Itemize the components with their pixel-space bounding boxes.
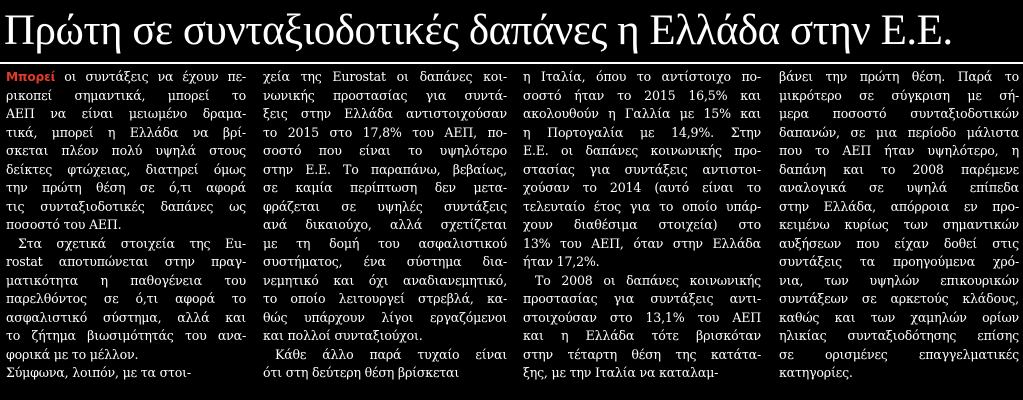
article-line: χούσαν το 2014 (αυτό είναι το bbox=[523, 180, 761, 195]
article-line: θώς υπάρχουν λίγοι εργαζόμενοι bbox=[263, 309, 507, 325]
article-line: κειμένω κυρίως των σημαντικών bbox=[779, 217, 1019, 232]
article-line: σκεται πλέον πολύ υψηλά στους bbox=[6, 143, 246, 158]
article-line: Κάθε άλλο παρά τυχαίο είναι bbox=[275, 346, 507, 362]
article-line: σοστό ήταν το 2015 16,5% και bbox=[523, 87, 761, 103]
article-line: φορικά με το μέλλον. bbox=[6, 346, 139, 362]
article-line: χεία της Eurostat οι δαπάνες κοι- bbox=[263, 69, 507, 84]
article-line: Ε.Ε. οι δαπάνες κοινωνικής προ- bbox=[523, 143, 761, 158]
article-line: 13% του ΑΕΠ, όταν στην Ελλάδα bbox=[523, 235, 761, 251]
article-line: νια, των υψηλών επικουρικών bbox=[779, 272, 1019, 288]
article-line: στην τέταρτη θέση της κατάτα- bbox=[523, 346, 761, 362]
article-line: στην Ελλάδα, απόρροια εν προ- bbox=[779, 198, 1019, 214]
article-line: σε καμία περίπτωση δεν μετα- bbox=[263, 180, 507, 195]
article-line-text: οι συντάξεις να έχουν πε- bbox=[64, 69, 246, 84]
article-line: ήταν 17,2%. bbox=[523, 254, 600, 269]
article-line: τελευταίο έτος για το οποίο υπάρ- bbox=[523, 198, 761, 214]
article-line: σοστό που είναι το υψηλότερο bbox=[263, 143, 507, 158]
article-line: βάνει την πρώτη θέση. Παρά το bbox=[779, 69, 1019, 84]
article-line: και η Ελλάδα τότε βρισκόταν bbox=[523, 328, 761, 343]
article-line: φράζεται σε υψηλές συντάξεις bbox=[263, 198, 507, 214]
article-line: ακολουθούν η Γαλλία με 15% και bbox=[523, 106, 761, 121]
lead-word: Μπορεί bbox=[6, 70, 56, 84]
article-line bbox=[6, 68, 246, 87]
article-line: ποσοστό του ΑΕΠ. bbox=[6, 217, 122, 232]
article-line: ρικοπεί σημαντικά, μπορεί το bbox=[6, 87, 246, 103]
article-line: συντάξεων σε αρκετούς κλάδους, bbox=[779, 291, 1019, 306]
article-line: ασφαλιστικό σύστημα, αλλά και bbox=[6, 309, 246, 325]
article-line: rostat αποτυπώνεται στην πραγ- bbox=[6, 254, 246, 269]
article-column-4 bbox=[779, 68, 1019, 400]
article-headline: Πρώτη σε συνταξιοδοτικές δαπάνες η Ελλάδα στην Ε.Ε. bbox=[4, 7, 953, 54]
article-line: τις συνταξιοδοτικές δαπάνες ως bbox=[6, 198, 246, 214]
article-line: η Πορτογαλία με 14,9%. Στην bbox=[523, 124, 761, 140]
article-line: προστασίας για συντάξεις αντι- bbox=[523, 291, 761, 306]
article-column-1 bbox=[6, 68, 246, 400]
article-line: ηλικίας συνταξιοδότησης επίσης bbox=[779, 328, 1019, 343]
article-line: το οποίο λειτουργεί στρεβλά, κα- bbox=[263, 291, 507, 306]
article-line: ότι στη δεύτερη θέση βρίσκεται bbox=[263, 365, 460, 380]
article-line: συντάξεις τα προηγούμενα χρό- bbox=[779, 254, 1019, 269]
article-line: την πρώτη θέση σε ό,τι αφορά bbox=[6, 180, 246, 195]
article-line: ξεις στην Ελλάδα αντιστοιχούσαν bbox=[263, 106, 507, 121]
article-line: Το 2008 οι δαπάνες κοινωνικής bbox=[535, 272, 761, 288]
article-line: ξης, με την Ιταλία να καταλαμ- bbox=[523, 365, 719, 380]
article-line: το 2015 στο 17,8% του ΑΕΠ, πο- bbox=[263, 124, 507, 140]
article-column-3 bbox=[523, 68, 761, 400]
article-line: το ζήτημα βιωσιμότητάς του ανα- bbox=[6, 328, 246, 343]
article-line: ΑΕΠ να είναι μειωμένο δραμα- bbox=[6, 106, 246, 121]
article-line: καθώς και των χαμηλών ορίων bbox=[779, 309, 1019, 325]
article-line: με τη δομή του ασφαλιστικού bbox=[263, 235, 507, 251]
article-line: κατηγορίες. bbox=[779, 365, 853, 380]
article-line: σε ορισμένες επαγγελματικές bbox=[779, 346, 1019, 362]
article-line: αυξήσεων που είχαν δοθεί στις bbox=[779, 235, 1019, 251]
article-line: νεμητικό και όχι αναδιανεμητικό, bbox=[263, 272, 507, 288]
article-line: η Ιταλία, όπου το αντίστοιχο πο- bbox=[523, 69, 761, 84]
article-line: δείκτες φτώχειας, διατηρεί όμως bbox=[6, 161, 246, 177]
article-line: στοιχούσαν στο 13,1% του ΑΕΠ bbox=[523, 309, 761, 325]
article-line: ματικότητα η παθογένεια του bbox=[6, 272, 246, 288]
article-line: δαπανών, σε μια περίοδο μάλιστα bbox=[779, 124, 1019, 140]
article-line: που το ΑΕΠ ήταν υψηλότερο, η bbox=[779, 143, 1019, 158]
article-line: και πολλοί συνταξιούχοι. bbox=[263, 328, 423, 343]
article-column-2 bbox=[263, 68, 507, 400]
article-line: παρελθόντος σε ό,τι αφορά το bbox=[6, 291, 246, 306]
article-line: μικρότερο σε σύγκριση με σή- bbox=[779, 87, 1019, 103]
article-line: ανά δικαιούχο, αλλά σχετίζεται bbox=[263, 217, 507, 232]
article-line: δαπάνη και το 2008 παρέμενε bbox=[779, 161, 1019, 177]
article-line: νωνικής προστασίας για συντά- bbox=[263, 87, 507, 103]
headline-divider bbox=[0, 62, 1023, 64]
article-line: στην Ε.Ε. Το παραπάνω, βεβαίως, bbox=[263, 161, 507, 177]
article-line: μερα ποσοστό συνταξιοδοτικών bbox=[779, 106, 1019, 121]
article-line: Στα σχετικά στοιχεία της Eu- bbox=[18, 235, 246, 251]
article-line: αναλογικά σε υψηλά επίπεδα bbox=[779, 180, 1019, 195]
article-line: στασίας για συντάξεις αντιστοι- bbox=[523, 161, 761, 177]
article-line: τικά, μπορεί η Ελλάδα να βρί- bbox=[6, 124, 246, 140]
article-line: χουν διαθέσιμα στοιχεία) στο bbox=[523, 217, 761, 232]
article-line: συστήματος, ένα σύστημα δια- bbox=[263, 254, 507, 269]
article-line: Σύμφωνα, λοιπόν, με τα στοι- bbox=[6, 365, 191, 380]
